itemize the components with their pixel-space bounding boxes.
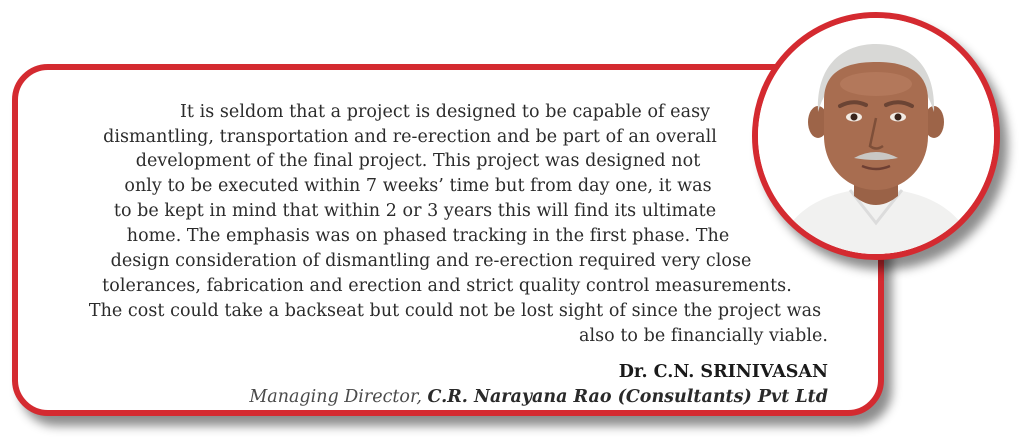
author-name: Dr. C.N. SRINIVASAN [618,362,828,382]
quote-line: design consideration of dismantling and re-erection required very close [110,251,752,271]
quote-line: dismantling, transportation and re-erection and be part of an overall [103,127,717,147]
quote-line: The cost could take a backseat but could not be lost sight of since the project was [88,301,822,321]
quote-line: development of the final project. This project was designed not [135,151,701,171]
portrait-photo [752,12,1000,260]
quote-line: to be kept in mind that within 2 or 3 years this will find its ultimate [113,201,717,221]
author-title [249,386,828,408]
quote-line: only to be executed within 7 weeks’ time but from day one, it was [124,176,712,196]
quote-line: also to be financially viable. [578,326,828,346]
author-company: C.R. Narayana Rao (Consultants) Pvt Ltd [427,387,828,407]
quote-line: home. The emphasis was on phased tracking in the first phase. The [126,226,730,246]
person-photo-icon [758,18,994,254]
quote-line: tolerances, fabrication and erection and strict quality control measurements. [102,276,792,296]
quote-line: It is seldom that a project is designed to be capable of easy [179,102,711,122]
author-role: Managing Director, [249,387,428,407]
